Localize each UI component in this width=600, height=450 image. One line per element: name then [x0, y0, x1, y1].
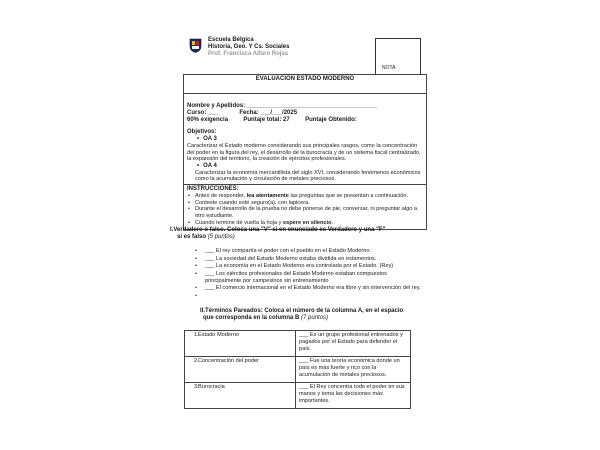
student-info	[184, 94, 426, 185]
true-false-item[interactable]: • ___ La sociedad del Estado Moderno estaba dividida en estamentos.	[195, 256, 421, 263]
section1-points: (5 puntos)	[207, 234, 235, 241]
table-row	[185, 383, 411, 409]
course-field[interactable]: Curso: ___	[187, 110, 219, 116]
column-b-cell[interactable]: ___ Fue una teoría económica donde un país es más fuerte y rico con la acumulación de metales preciosos.	[296, 357, 411, 383]
school-header	[208, 37, 289, 59]
grade-box[interactable]	[375, 38, 421, 75]
true-false-item[interactable]: • ___ Los ejércitos profesionales del Estado Moderno estaban compuestos principalmente por campesinos sin entrenamiento	[195, 271, 421, 285]
oa4-label: • OA 4	[187, 163, 423, 170]
instruction-item: • Conteste cuando esté seguro(a), con lapicera.	[187, 200, 423, 207]
total-points: Puntaje total: 27	[243, 117, 290, 123]
instruction-item: • Cuando termine dé vuelta la hoja y espere en silencio.	[187, 220, 423, 227]
matching-table	[184, 330, 411, 409]
demand-text: 60% exigencia	[187, 117, 229, 123]
instruction-item: • Antes de responder, lea atentamente las preguntas que se presentan a continuación.	[187, 193, 423, 200]
obtained-points[interactable]: Puntaje Obtenido:	[305, 117, 357, 123]
oa3-label: • OA 3	[187, 136, 423, 143]
exam-title: EVALUACIÓN ESTADO MODERNO	[184, 75, 426, 94]
date-field[interactable]: Fecha: ___/___/2025	[239, 110, 298, 116]
objectives-label: Objetivos:	[187, 129, 217, 135]
oa3-text: Caracterizar el Estado moderno considerando sus principales rasgos, como la concentración del poder en la figura del rey, el desarrollo de la burocracia y de un sistema fiscal centralizado, la expansión del territorio, la creación de ejércitos profesionales.	[187, 143, 421, 163]
table-row	[185, 357, 411, 383]
school-name: Escuela Bélgica	[208, 37, 254, 43]
teacher-name: Prof. Francisca Alfaro Rojas	[208, 51, 289, 58]
score-row	[187, 117, 423, 124]
table-row	[185, 331, 411, 357]
section2-points: (7 puntos)	[301, 315, 329, 322]
true-false-list	[195, 248, 421, 301]
exam-info-box	[183, 74, 427, 230]
oa4-text: Caracterizar la economía mercantilista del siglo XVI, considerando fenómenos económicos como la acumulación y circulación de metales preciosos.	[195, 169, 421, 183]
school-crest-icon	[189, 38, 202, 53]
true-false-item[interactable]: • ___ El rey compartía el poder con el pueblo en el Estado Moderno.	[195, 248, 421, 255]
instruction-item: • Durante el desarrollo de la prueba no debe ponerse de pie, conversar, ni preguntar algo a otro estudiante.	[187, 206, 423, 220]
section2-title: II.Términos Pareados: Coloca el número de la columna A, en el espacio que corresponda en la columna B (7 puntos)	[200, 308, 404, 322]
column-a-cell: 1.Estado Moderno	[185, 331, 296, 357]
course-date-row	[187, 110, 423, 117]
column-a-cell: 2.Concentración del poder	[185, 357, 296, 383]
column-a-cell: 3.Burocracia	[185, 383, 296, 409]
name-field[interactable]: Nombre y Apellidos: _______________________________________	[187, 103, 377, 109]
section1-title: I.Verdadero o falso. Coloca una "V" si en enunciado es Verdadero y una "F" si es falso (5 puntos)	[170, 227, 386, 241]
column-b-cell[interactable]: ___ Es un grupo profesional entrenados y pagados por el Estado para defender el país.	[296, 331, 411, 357]
instructions-title: INSTRUCCIONES:	[187, 185, 239, 192]
subject-name: Historia, Geo. Y Cs. Sociales	[208, 44, 290, 51]
grade-label: NOTA	[382, 65, 396, 71]
instructions	[184, 185, 426, 229]
true-false-item-empty	[195, 293, 421, 300]
column-b-cell[interactable]: ___ El Rey concentra todo el poder en sus manos y toma las decisiones más importantes.	[296, 383, 411, 409]
true-false-item[interactable]: • ___ La economía en el Estado Moderno era controlada por el Estado. (Rey)	[195, 263, 421, 270]
true-false-item[interactable]: • ___ El comercio internacional en el Estado Moderno era libre y sin intervención del rey.	[195, 285, 421, 292]
